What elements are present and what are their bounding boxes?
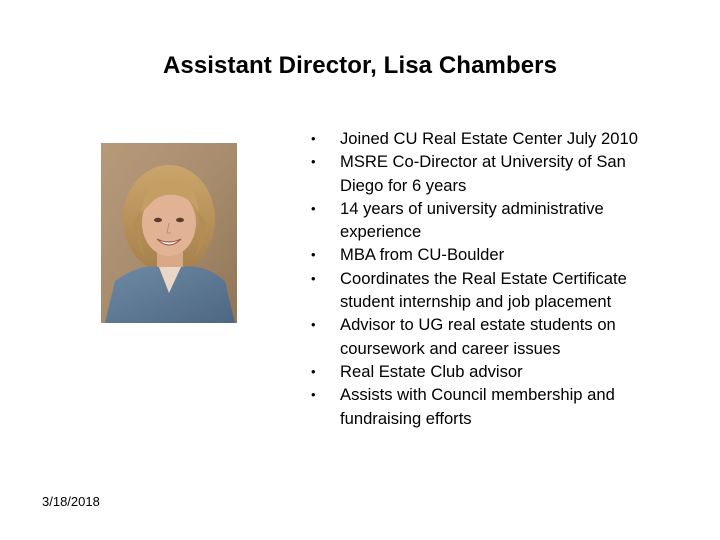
bullet-item [300, 150, 660, 197]
bullet-item [300, 127, 660, 150]
bullet-marker: • [311, 363, 316, 379]
bullet-item [300, 383, 660, 430]
bullet-marker: • [311, 200, 316, 216]
bullet-text: Assists with Council membership and fundraising efforts [340, 385, 615, 428]
bullet-text: MSRE Co-Director at University of San Diego for 6 years [340, 152, 626, 195]
portrait-photo [101, 143, 237, 323]
bullet-item [300, 243, 660, 266]
bullet-marker: • [311, 247, 316, 263]
bullet-text: 14 years of university administrative experience [340, 198, 604, 242]
slide-date: 3/18/2018 [42, 494, 100, 509]
bullet-list [300, 127, 660, 430]
bullet-text: MBA from CU-Boulder [340, 245, 505, 265]
bullet-item [300, 267, 660, 314]
bullet-text: Coordinates the Real Estate Certificate student internship and job placement [340, 268, 627, 312]
bullet-marker: • [311, 154, 316, 170]
bullet-marker: • [311, 387, 316, 403]
bullet-marker: • [311, 317, 316, 333]
bullet-item [300, 360, 660, 383]
bullet-text: Real Estate Club advisor [340, 361, 523, 381]
bullet-marker: • [311, 270, 316, 286]
bullet-text: Joined CU Real Estate Center July 2010 [340, 129, 638, 148]
bullet-item [300, 197, 660, 244]
bullet-marker: • [311, 131, 316, 146]
bullet-item [300, 313, 660, 360]
slide-title: Assistant Director, Lisa Chambers [162, 52, 558, 79]
bullet-text: Advisor to UG real estate students on coursework and career issues [340, 315, 616, 358]
